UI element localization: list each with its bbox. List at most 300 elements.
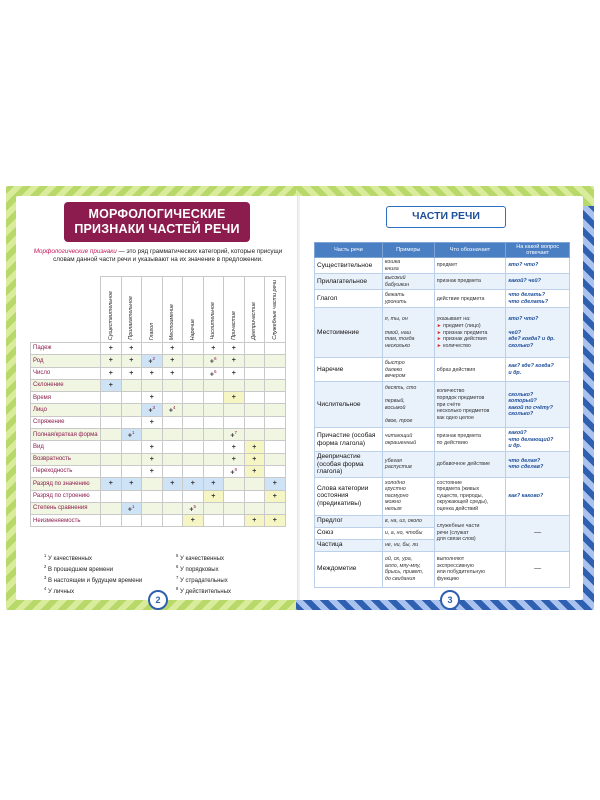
morph-column-label: Существительное bbox=[107, 290, 114, 340]
morph-cell-mark: + bbox=[149, 455, 154, 463]
morph-cell bbox=[244, 355, 265, 367]
parts-table-row bbox=[315, 452, 570, 477]
morph-cell-mark: + bbox=[108, 480, 113, 488]
morph-cell bbox=[142, 465, 163, 477]
morph-cell bbox=[203, 392, 224, 404]
part-of-speech-examples: быстро далеко вечером bbox=[382, 358, 434, 382]
morph-cell-mark: + bbox=[230, 432, 235, 440]
morph-cell bbox=[162, 355, 183, 367]
morph-cell bbox=[203, 355, 224, 367]
parts-table-row bbox=[315, 515, 570, 527]
part-of-speech-name: Предлог bbox=[315, 515, 383, 527]
morph-cell bbox=[183, 379, 204, 391]
part-of-speech-name: Числительное bbox=[315, 382, 383, 428]
morph-cell bbox=[162, 453, 183, 465]
morph-cell-mark: + bbox=[149, 394, 154, 402]
morph-table-row bbox=[31, 392, 286, 404]
part-of-speech-question: как? каково? bbox=[506, 477, 570, 515]
part-of-speech-question: — bbox=[506, 515, 570, 551]
morph-cell bbox=[224, 392, 245, 404]
morph-cell bbox=[162, 490, 183, 502]
morph-cell bbox=[101, 478, 122, 490]
morph-column-label: Местоимение bbox=[169, 303, 176, 340]
morph-cell bbox=[121, 392, 142, 404]
morph-cell bbox=[142, 478, 163, 490]
morph-cell-mark: + bbox=[129, 357, 134, 365]
part-of-speech-name: Деепричастие (особая форма глагола) bbox=[315, 452, 383, 477]
morph-cell bbox=[203, 343, 224, 355]
morph-cell-footnote: 3 bbox=[152, 405, 156, 411]
footnote-number: 2 bbox=[44, 564, 47, 569]
page-number-left: 2 bbox=[148, 590, 168, 610]
footnote-item bbox=[176, 552, 231, 563]
morph-cell bbox=[101, 515, 122, 527]
morph-cell bbox=[142, 343, 163, 355]
footnotes-left bbox=[44, 552, 142, 596]
morph-table-row bbox=[31, 379, 286, 391]
morph-cell bbox=[265, 478, 286, 490]
morph-cell bbox=[265, 404, 286, 416]
morph-cell bbox=[244, 343, 265, 355]
morph-cell bbox=[101, 343, 122, 355]
morph-cell bbox=[265, 502, 286, 514]
morph-cell bbox=[265, 429, 286, 441]
morph-cell bbox=[224, 441, 245, 453]
footnote-item bbox=[176, 585, 231, 596]
part-of-speech-examples: десять, сто первый, восьмой двое, трое bbox=[382, 382, 434, 428]
morph-cell-mark: + bbox=[149, 468, 154, 476]
part-of-speech-question: что делать? что сделать? bbox=[506, 290, 570, 308]
morph-cell-mark: + bbox=[190, 517, 195, 525]
morph-cell bbox=[142, 355, 163, 367]
morph-cell bbox=[244, 416, 265, 428]
morph-cell-footnote: 1 bbox=[132, 430, 135, 436]
morph-cell bbox=[121, 404, 142, 416]
part-of-speech-examples: холодно грустно пасмурно можно нельзя bbox=[382, 477, 434, 515]
morph-cell bbox=[224, 367, 245, 379]
morph-cell bbox=[162, 416, 183, 428]
footnote-number: 3 bbox=[44, 575, 47, 580]
morph-cell bbox=[224, 379, 245, 391]
morph-cell bbox=[244, 490, 265, 502]
morph-cell bbox=[121, 379, 142, 391]
parts-table-row bbox=[315, 358, 570, 382]
morph-cell bbox=[265, 367, 286, 379]
part-of-speech-examples: читающий окрашенный bbox=[382, 428, 434, 452]
morph-table-row bbox=[31, 355, 286, 367]
part-of-speech-meaning: указывает на: ► предмет (лицо) ► признак предмета ► признак действия ► количество bbox=[434, 308, 506, 358]
page-number-right: 3 bbox=[440, 590, 460, 610]
part-of-speech-examples: и, а, но, чтобы bbox=[382, 527, 434, 539]
morph-cell bbox=[101, 404, 122, 416]
morph-cell-mark: + bbox=[170, 345, 175, 353]
morph-cell-mark: + bbox=[252, 443, 257, 451]
morph-cell bbox=[142, 515, 163, 527]
parts-of-speech-table bbox=[314, 242, 570, 588]
right-page bbox=[300, 196, 583, 605]
morph-cell-mark: + bbox=[252, 468, 257, 476]
morph-cell bbox=[224, 502, 245, 514]
morph-cell-mark: + bbox=[168, 407, 174, 415]
morph-row-label: Разряд по значению bbox=[31, 478, 101, 490]
footnote-number: 4 bbox=[44, 586, 47, 591]
morph-cell-mark: + bbox=[149, 443, 154, 451]
morph-column-label: Прилагательное bbox=[128, 296, 135, 340]
morph-cell bbox=[203, 441, 224, 453]
morph-cell-mark: + bbox=[209, 370, 215, 378]
morph-table-row bbox=[31, 343, 286, 355]
part-of-speech-meaning: выполняют экспрессивную или побудительную функцию bbox=[434, 551, 506, 587]
morph-cell-mark: + bbox=[129, 345, 134, 353]
morph-cell-mark: + bbox=[129, 369, 134, 377]
morph-cell-mark: + bbox=[170, 357, 175, 365]
morph-cell bbox=[244, 478, 265, 490]
parts-table-row bbox=[315, 290, 570, 308]
morph-cell bbox=[203, 490, 224, 502]
footnote-text: У качественных bbox=[46, 556, 93, 562]
morph-cell bbox=[244, 367, 265, 379]
morph-cell bbox=[101, 392, 122, 404]
morph-column-header bbox=[203, 277, 224, 343]
parts-table-row bbox=[315, 308, 570, 358]
left-title-line2: ПРИЗНАКИ ЧАСТЕЙ РЕЧИ bbox=[74, 222, 240, 236]
morph-cell-mark: + bbox=[108, 345, 113, 353]
morph-row-label: Полная/краткая форма bbox=[31, 429, 101, 441]
morph-cell bbox=[142, 367, 163, 379]
parts-table-row bbox=[315, 428, 570, 452]
morph-cell-mark: + bbox=[108, 382, 113, 390]
left-page bbox=[16, 196, 298, 605]
morph-cell bbox=[121, 429, 142, 441]
morph-cell bbox=[265, 343, 286, 355]
footnote-item bbox=[44, 585, 142, 596]
morph-cell bbox=[203, 416, 224, 428]
morph-cell bbox=[121, 416, 142, 428]
footnote-item bbox=[44, 552, 142, 563]
part-of-speech-examples: бежать уронить bbox=[382, 290, 434, 308]
part-of-speech-meaning: признак предмета bbox=[434, 274, 506, 290]
morph-cell bbox=[203, 404, 224, 416]
morph-cell bbox=[162, 515, 183, 527]
morph-cell bbox=[183, 404, 204, 416]
morph-cell bbox=[121, 355, 142, 367]
part-of-speech-examples: убегая распустив bbox=[382, 452, 434, 477]
part-of-speech-name: Причастие (особая форма глагола) bbox=[315, 428, 383, 452]
morph-cell bbox=[183, 429, 204, 441]
morph-cell bbox=[162, 441, 183, 453]
morph-cell bbox=[224, 429, 245, 441]
right-page-title: ЧАСТИ РЕЧИ bbox=[386, 206, 506, 228]
part-of-speech-examples: ой, ох, ура, алло, мяу-мяу, брысь, привет, до свидания bbox=[382, 551, 434, 587]
morph-cell bbox=[101, 416, 122, 428]
morph-cell-mark: + bbox=[231, 345, 236, 353]
parts-column-header: Часть речи bbox=[315, 243, 383, 258]
morph-cell-mark: + bbox=[231, 455, 236, 463]
parts-table-header bbox=[315, 243, 570, 258]
footnote-text: У личных bbox=[46, 589, 75, 595]
morph-cell bbox=[203, 502, 224, 514]
morph-cell bbox=[121, 465, 142, 477]
part-of-speech-examples: высокий бабушкин bbox=[382, 274, 434, 290]
morph-cell bbox=[244, 515, 265, 527]
morph-table-row bbox=[31, 465, 286, 477]
morph-cell-footnote: 5 bbox=[193, 503, 197, 509]
morph-cell-mark: + bbox=[108, 369, 113, 377]
footnote-number: 5 bbox=[176, 553, 179, 558]
morph-cell bbox=[183, 465, 204, 477]
morph-cell-mark: + bbox=[148, 407, 153, 415]
morph-column-header bbox=[101, 277, 122, 343]
morph-cell bbox=[142, 502, 163, 514]
morph-cell bbox=[244, 453, 265, 465]
morph-cell bbox=[121, 490, 142, 502]
footnote-text: У порядковых bbox=[178, 567, 219, 573]
morph-cell bbox=[121, 478, 142, 490]
part-of-speech-question: какой? что делающий? и др. bbox=[506, 428, 570, 452]
part-of-speech-question: кто? что? bbox=[506, 258, 570, 274]
footnote-item bbox=[44, 574, 142, 585]
part-of-speech-meaning: добавочное действие bbox=[434, 452, 506, 477]
morph-table-row bbox=[31, 416, 286, 428]
part-of-speech-examples: в, на, из, около bbox=[382, 515, 434, 527]
parts-table-row bbox=[315, 274, 570, 290]
footnote-item bbox=[176, 563, 231, 574]
part-of-speech-meaning: служебные части речи (служат для связи слов) bbox=[434, 515, 506, 551]
morph-cell-mark: + bbox=[108, 357, 113, 365]
morph-cell bbox=[203, 429, 224, 441]
morph-cell bbox=[101, 453, 122, 465]
morph-column-label: Служебные части речи bbox=[271, 280, 278, 340]
morph-cell bbox=[121, 367, 142, 379]
morph-cell bbox=[203, 465, 224, 477]
part-of-speech-question: кто? что? чей? где? когда? и др. сколько? bbox=[506, 308, 570, 358]
morph-cell bbox=[224, 490, 245, 502]
parts-column-header: Примеры bbox=[382, 243, 434, 258]
morph-cell-mark: + bbox=[230, 469, 235, 477]
morph-row-label: Время bbox=[31, 392, 101, 404]
morph-column-header bbox=[121, 277, 142, 343]
morph-row-label: Вид bbox=[31, 441, 101, 453]
morph-cell bbox=[224, 343, 245, 355]
morph-cell bbox=[121, 441, 142, 453]
morph-cell-mark: + bbox=[189, 506, 194, 514]
morph-column-label: Числительное bbox=[210, 302, 217, 340]
morph-table-row bbox=[31, 441, 286, 453]
morph-cell bbox=[162, 379, 183, 391]
footnote-item bbox=[44, 563, 142, 574]
morph-column-header bbox=[142, 277, 163, 343]
morph-cell bbox=[265, 441, 286, 453]
footnote-item bbox=[176, 574, 231, 585]
morph-cell-footnote: 8 bbox=[234, 466, 238, 472]
intro-text: — это ряд грамматических категорий, которые присущи словам данной части речи и указывают на их значение в предложении. bbox=[53, 248, 283, 263]
morph-cell bbox=[183, 478, 204, 490]
morph-cell-mark: + bbox=[252, 455, 257, 463]
morph-table-row bbox=[31, 515, 286, 527]
morph-column-label: Деепричастие bbox=[251, 302, 258, 340]
left-title-line1: МОРФОЛОГИЧЕСКИЕ bbox=[88, 207, 226, 221]
morph-cell bbox=[224, 404, 245, 416]
morph-row-label: Падеж bbox=[31, 343, 101, 355]
morph-cell-mark: + bbox=[170, 369, 175, 377]
footnote-number: 7 bbox=[176, 575, 179, 580]
part-of-speech-name: Междометие bbox=[315, 551, 383, 587]
morph-cell bbox=[183, 355, 204, 367]
morph-column-header bbox=[244, 277, 265, 343]
morph-cell-mark: + bbox=[209, 358, 215, 366]
morph-cell bbox=[101, 490, 122, 502]
part-of-speech-meaning: признак предмета по действию bbox=[434, 428, 506, 452]
morph-cell bbox=[244, 392, 265, 404]
morph-cell bbox=[101, 379, 122, 391]
part-of-speech-examples: я, ты, он твой, наш там, тогда несколько bbox=[382, 308, 434, 358]
morph-cell bbox=[203, 515, 224, 527]
morph-cell-mark: + bbox=[149, 418, 154, 426]
morph-cell bbox=[203, 367, 224, 379]
morph-cell-mark: + bbox=[190, 480, 195, 488]
part-of-speech-meaning: действие предмета bbox=[434, 290, 506, 308]
morph-cell-mark: + bbox=[231, 443, 236, 451]
morph-cell bbox=[101, 502, 122, 514]
morph-cell bbox=[121, 453, 142, 465]
morph-cell bbox=[224, 515, 245, 527]
morph-cell bbox=[203, 379, 224, 391]
morph-cell bbox=[142, 404, 163, 416]
morph-row-label: Число bbox=[31, 367, 101, 379]
morph-cell bbox=[265, 379, 286, 391]
parts-table-row bbox=[315, 258, 570, 274]
morph-cell bbox=[142, 379, 163, 391]
morph-cell-mark: + bbox=[211, 492, 216, 500]
morph-cell-footnote: 6 bbox=[214, 368, 217, 374]
morph-cell bbox=[265, 416, 286, 428]
morph-cell bbox=[162, 429, 183, 441]
part-of-speech-name: Слова категории состояния (предикативы) bbox=[315, 477, 383, 515]
morph-cell bbox=[121, 502, 142, 514]
left-page-intro bbox=[30, 248, 286, 264]
morph-cell bbox=[162, 465, 183, 477]
footnote-number: 1 bbox=[44, 553, 47, 558]
morph-cell bbox=[142, 392, 163, 404]
part-of-speech-name: Наречие bbox=[315, 358, 383, 382]
morph-table-row bbox=[31, 490, 286, 502]
morph-cell bbox=[265, 355, 286, 367]
part-of-speech-name: Союз bbox=[315, 527, 383, 539]
morph-column-label: Глагол bbox=[148, 322, 155, 340]
footnote-text: У действительных bbox=[178, 589, 232, 595]
parts-table-row bbox=[315, 382, 570, 428]
morph-cell bbox=[162, 478, 183, 490]
part-of-speech-name: Частица bbox=[315, 539, 383, 551]
morph-cell bbox=[183, 502, 204, 514]
morph-cell bbox=[244, 404, 265, 416]
morph-cell-mark: + bbox=[211, 480, 216, 488]
morph-cell bbox=[244, 429, 265, 441]
morph-row-label: Степень сравнения bbox=[31, 502, 101, 514]
morph-cell-footnote: 4 bbox=[173, 405, 176, 411]
morph-cell-mark: + bbox=[272, 517, 277, 525]
morph-cell bbox=[142, 429, 163, 441]
morph-cell bbox=[162, 392, 183, 404]
morph-table-row bbox=[31, 502, 286, 514]
morph-cell bbox=[142, 441, 163, 453]
parts-column-header: На какой вопрос отвечает bbox=[506, 243, 570, 258]
morph-cell bbox=[265, 490, 286, 502]
morph-cell bbox=[244, 441, 265, 453]
morph-cell bbox=[183, 490, 204, 502]
morph-cell-mark: + bbox=[148, 358, 153, 366]
parts-table-row bbox=[315, 551, 570, 587]
morph-cell bbox=[121, 515, 142, 527]
morph-column-header bbox=[224, 277, 245, 343]
part-of-speech-name: Местоимение bbox=[315, 308, 383, 358]
morph-cell bbox=[183, 453, 204, 465]
morph-cell bbox=[162, 502, 183, 514]
morph-cell bbox=[183, 367, 204, 379]
morph-cell bbox=[265, 465, 286, 477]
morph-cell-mark: + bbox=[149, 369, 154, 377]
part-of-speech-examples: не, ни, бы, ли bbox=[382, 539, 434, 551]
morph-cell bbox=[224, 416, 245, 428]
morph-cell-mark: + bbox=[231, 394, 236, 402]
morph-row-label: Разряд по строению bbox=[31, 490, 101, 502]
morph-cell bbox=[224, 355, 245, 367]
morph-row-label: Склонение bbox=[31, 379, 101, 391]
open-book bbox=[6, 186, 594, 610]
morph-cell-footnote: 2 bbox=[152, 356, 156, 362]
morph-cell-mark: + bbox=[231, 369, 236, 377]
part-of-speech-name: Глагол bbox=[315, 290, 383, 308]
morph-column-header bbox=[265, 277, 286, 343]
morph-corner-cell bbox=[31, 277, 101, 343]
parts-table-row bbox=[315, 477, 570, 515]
morph-cell bbox=[224, 478, 245, 490]
morph-cell bbox=[203, 453, 224, 465]
part-of-speech-name: Существительное bbox=[315, 258, 383, 274]
morph-cell-footnote: 6 bbox=[214, 356, 217, 362]
morph-cell bbox=[183, 392, 204, 404]
morph-cell bbox=[162, 367, 183, 379]
left-page-title bbox=[64, 202, 250, 242]
morph-row-label: Лицо bbox=[31, 404, 101, 416]
morph-cell bbox=[121, 343, 142, 355]
morph-column-header bbox=[183, 277, 204, 343]
morphological-features-table bbox=[30, 276, 286, 527]
morph-cell-footnote: 7 bbox=[234, 430, 238, 436]
morph-cell-mark: + bbox=[211, 345, 216, 353]
morph-cell bbox=[142, 490, 163, 502]
footnote-number: 6 bbox=[176, 564, 179, 569]
morph-cell-mark: + bbox=[231, 357, 236, 365]
morph-cell-mark: + bbox=[127, 506, 133, 514]
morph-cell bbox=[101, 355, 122, 367]
footnote-text: В настоящем и будущем времени bbox=[46, 578, 143, 584]
morph-row-label: Спряжение bbox=[31, 416, 101, 428]
morph-cell bbox=[265, 392, 286, 404]
morph-row-label: Род bbox=[31, 355, 101, 367]
morph-cell bbox=[265, 453, 286, 465]
morph-cell-mark: + bbox=[252, 517, 257, 525]
morph-cell-mark: + bbox=[272, 492, 277, 500]
intro-term: Морфологические признаки bbox=[33, 248, 117, 255]
morph-cell bbox=[224, 453, 245, 465]
part-of-speech-meaning: образ действия bbox=[434, 358, 506, 382]
morph-cell bbox=[183, 441, 204, 453]
part-of-speech-question: какой? чей? bbox=[506, 274, 570, 290]
part-of-speech-meaning: предмет bbox=[434, 258, 506, 274]
part-of-speech-question: что делая? что сделав? bbox=[506, 452, 570, 477]
morph-cell-footnote: 1 bbox=[132, 503, 135, 509]
